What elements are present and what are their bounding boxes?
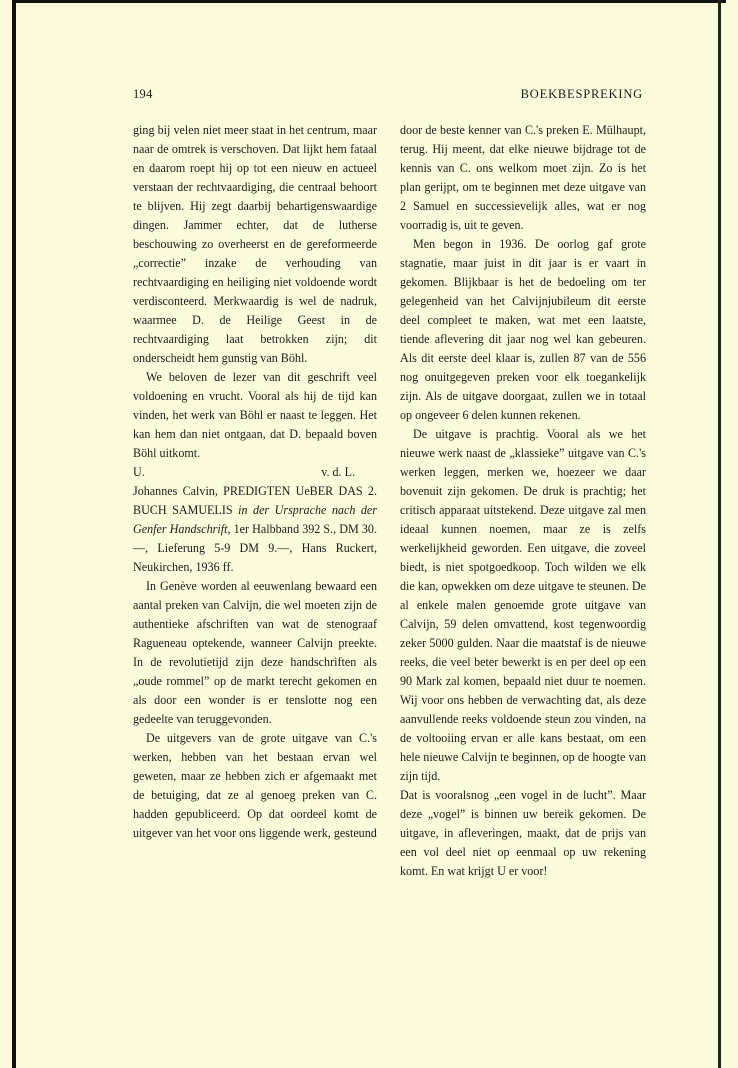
running-head: BOEKBESPREKING: [520, 87, 643, 101]
left-paragraph-2: We beloven de lezer van dit geschrift veel voldoening en vrucht. Vooral als hij de tijd kan vinden, het werk van Böhl er naast te leggen. Het kan hem dan niet ontgaan, dat D. bepaald boven Böhl uitkomt.: [133, 370, 377, 460]
signature-author: v. d. L.: [321, 465, 355, 479]
right-column: [400, 121, 646, 881]
right-paragraph-4: Dat is vooralsnog „een vogel in de lucht”. Maar deze „vogel” is binnen uw bereik gekomen. De uitgave, in afleveringen, maakt, dat de prijs van een vol deel niet op eenmaal op uw rekening komt. En wat krijgt U er voor!: [400, 788, 646, 878]
right-paragraph-3: De uitgave is prachtig. Vooral als we het nieuwe werk naast de „klassieke” uitgave van C.'s werken leggen, merken we, hoezeer we daar bovenuit zijn gekomen. De druk is prachtig; het critisch apparaat uitstekend. Deze uitgave zal men ideaal kunnen noemen, maar ze is zelfs werkelijkheid geworden. Een uitgave, die zoveel biedt, is niet spotgoedkoop. Toch wilden we elk die kan, opwekken om deze uitgave te steunen. De al enkele malen genoemde grote uitgave van Calvijn, 59 delen omvattend, kost tegenwoordig zeker 5000 gulden. Naar die maatstaf is de nieuwe reeks, die veel beter bewerkt is en per deel op een 90 Mark zal komen, bepaald niet duur te noemen. Wij voor ons hebben de verwachting dat, als deze aanvullende reeks voldoende steun zou vinden, na de voltooiing ervan er alle kans bestaat, om een hele nieuwe Calvijn te beginnen, op de hoogte van zijn tijd.: [400, 427, 646, 783]
signature-initial: U.: [133, 465, 145, 479]
book-ref-in: in: [238, 503, 248, 517]
right-paragraph-1: door de beste kenner van C.'s preken E. Mülhaupt, terug. Hij meent, dat elke nieuwe bijdrage tot de kennis van C. ons welkom moet zijn. Zo is het plan gerijpt, om te beginnen met deze uitgave van 2 Samuel en successievelijk alles, wat er nog voorradig is, uit te geven.: [400, 123, 646, 232]
left-paragraph-3: In Genève worden al eeuwenlang bewaard een aantal preken van Calvijn, die wel moeten zijn de authentieke afschriften van wat de stenograaf Ragueneau optekende, wanneer Calvijn preekte. In de revolutietijd zijn deze handschriften als „oude rommel” op de markt terecht gekomen en als door een wonder is er tenslotte nog een gedeelte van teruggevonden.: [133, 579, 377, 726]
book-ref-details: 1er Halbband 392 S., DM 30.—, Lieferung 5-9 DM 9.—, Hans Ruckert, Neukirchen, 1936 ff.: [133, 522, 377, 574]
page-edge-left: [12, 0, 16, 1068]
left-column: [133, 121, 377, 843]
page-edge-right: [718, 0, 721, 1068]
page-header: [133, 87, 643, 107]
page-edge-top: [14, 0, 726, 3]
book-reference: [133, 482, 377, 577]
page-number: 194: [133, 87, 153, 101]
review-signature: [133, 463, 377, 482]
book-ref-author-title: Johannes Calvin, PREDIGTEN UeBER DAS 2. BUCH SAMUELIS: [133, 484, 377, 517]
right-paragraph-2: Men begon in 1936. De oorlog gaf grote stagnatie, maar juist in dit jaar is er vaart in gekomen. Blijkbaar is het de bedoeling om ter gelegenheid van het Calvijnjubileum dit eerste deel compleet te maken, wat met een laatste, tiende aflevering dit jaar nog wel kan gebeuren. Als dit eerste deel klaar is, zullen 87 van de 556 nog onuitgegeven preken voor elk toegankelijk zijn. Als de uitgave doorgaat, zullen we in totaal op ongeveer 6 delen kunnen rekenen.: [400, 237, 646, 422]
left-paragraph-4: De uitgevers van de grote uitgave van C.'s werken, hebben van het bestaan ervan wel geweten, maar ze hebben zich er afgemaakt met de betuiging, dat ze al genoeg preken van C. hadden gepubliceerd. Op dat oordeel komt de uitgever van het voor ons liggende werk, gesteund: [133, 731, 377, 840]
book-ref-subtitle: der Ursprache nach der Genfer Handschrift,: [133, 503, 378, 536]
left-paragraph-1: ging bij velen niet meer staat in het centrum, maar naar de omtrek is verschoven. Dat lijkt hem fataal en daarom roept hij op tot een nieuw en actueel verstaan der rechtvaardiging, die centraal behoort te blijven. Hij zegt daarbij behartigenswaardige dingen. Jammer echter, dat de lutherse beschouwing zo overheerst en de gereformeerde „correctie” inzake de verhouding van rechtvaardiging en heiliging niet voldoende wordt verdisconteerd. Merkwaardig is wel de nadruk, waarmee D. de Heilige Geest in de rechtvaardiging laat betrokken zijn; dit onderscheidt hem gunstig van Böhl.: [133, 123, 377, 365]
